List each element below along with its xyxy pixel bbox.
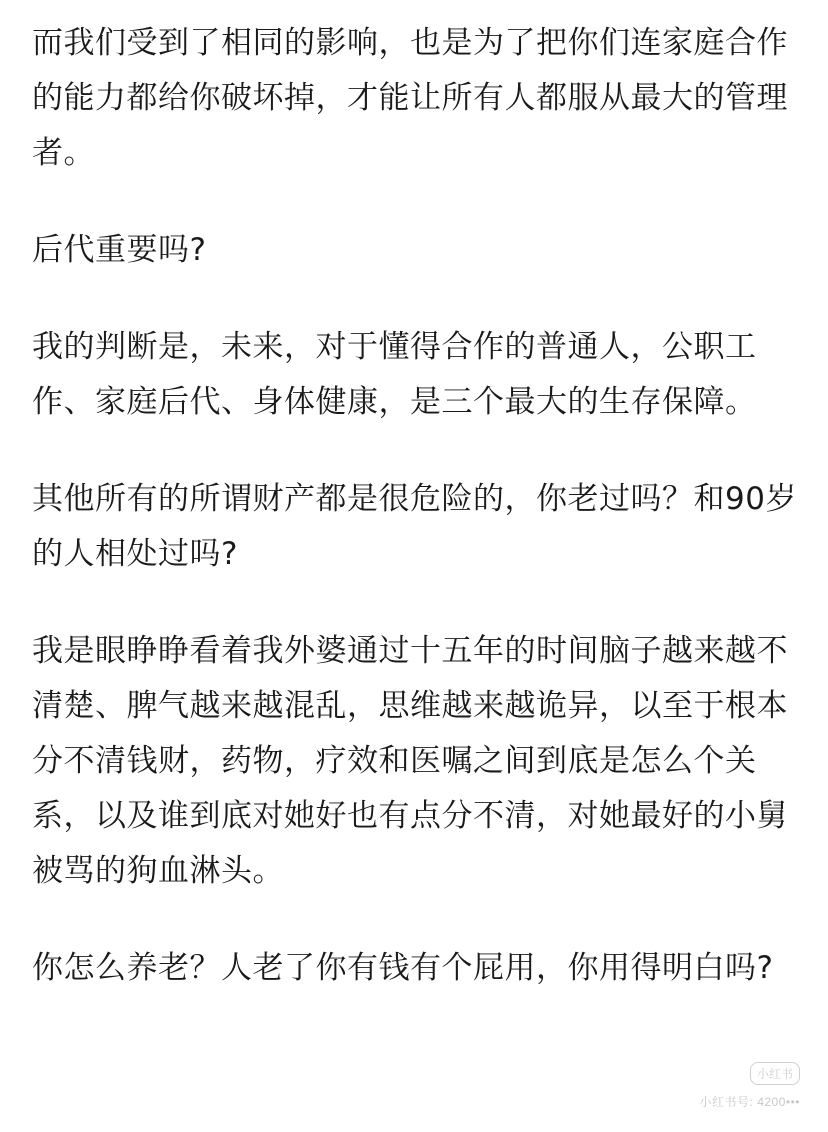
paragraph: 我的判断是，未来，对于懂得合作的普通人，公职工作、家庭后代、身体健康，是三个最大的生存保障。 bbox=[32, 329, 757, 420]
paragraph: 我是眼睁睁看着我外婆通过十五年的时间脑子越来越不清楚、脾气越来越混乱，思维越来越诡异，以至于根本分不清钱财，药物，疗效和医嘱之间到底是怎么个关系，以及谁到底对她好也有点分不清，对她最好的小舅被骂的狗血淋头。 bbox=[32, 633, 788, 889]
article-body bbox=[32, 16, 802, 996]
paragraph: 而我们受到了相同的影响，也是为了把你们连家庭合作的能力都给你破坏掉，才能让所有人都服从最大的管理者。 bbox=[32, 25, 788, 171]
paragraph: 其他所有的所谓财产都是很危险的，你老过吗？和90岁的人相处过吗? bbox=[32, 481, 797, 572]
watermark-logo: 小红书 bbox=[750, 1062, 800, 1085]
watermark-id: 小红书号: 4200••• bbox=[699, 1095, 800, 1109]
watermark bbox=[700, 1062, 800, 1110]
paragraph: 后代重要吗? bbox=[32, 232, 207, 268]
paragraph: 你怎么养老？人老了你有钱有个屁用，你用得明白吗? bbox=[32, 950, 774, 986]
